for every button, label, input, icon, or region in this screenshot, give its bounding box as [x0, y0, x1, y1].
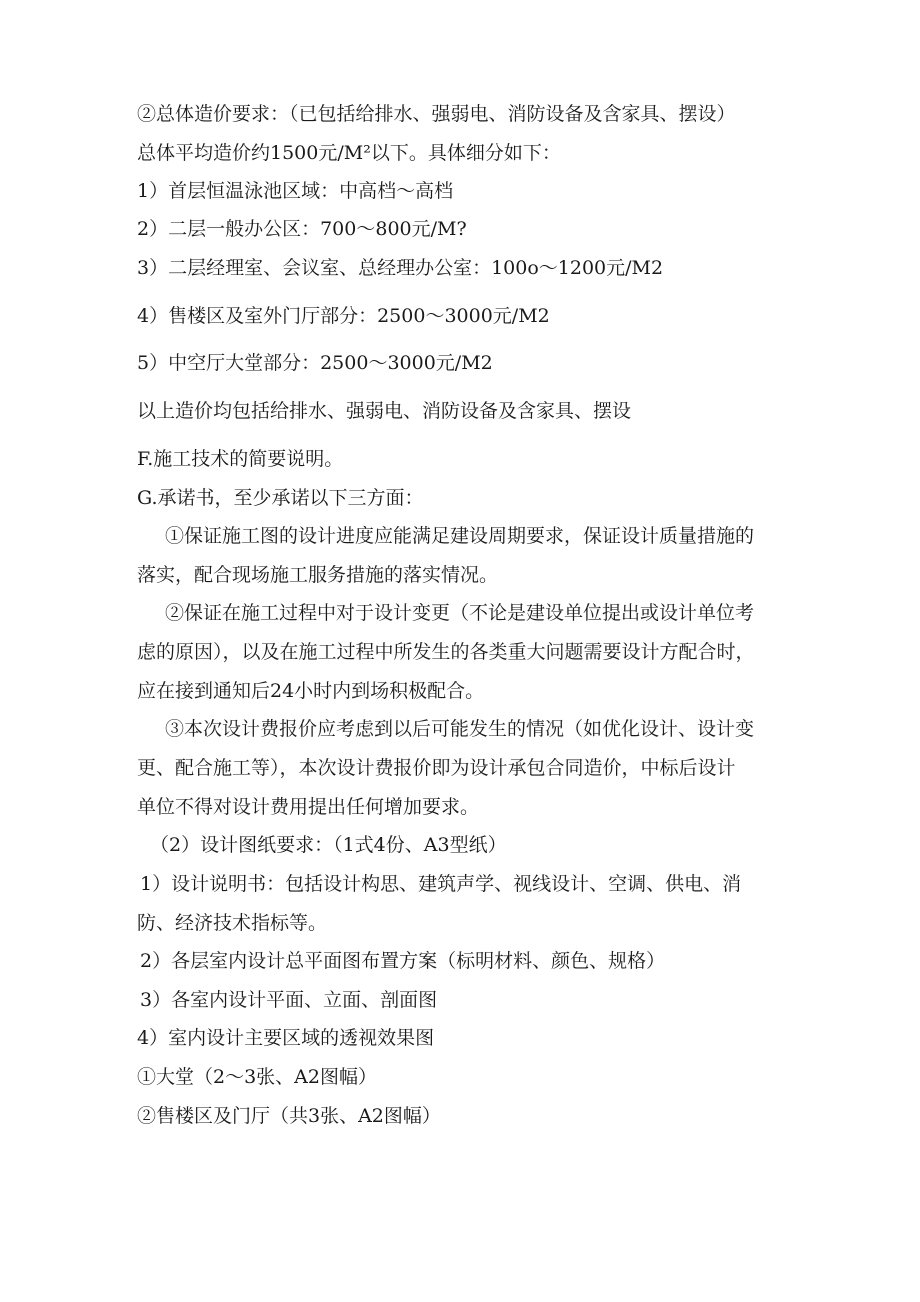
cost-item-3: 3）二层经理室、会议室、总经理办公室：100o～1200元/M2	[137, 257, 664, 279]
cost-item-4: 4）售楼区及室外门厅部分：2500～3000元/M2	[137, 305, 550, 327]
cost-item-5: 5）中空厅大堂部分：2500～3000元/M2	[137, 352, 493, 374]
section-f-heading: F.施工技术的简要说明。	[137, 448, 344, 470]
commitment-3-line-3: 单位不得对设计费用提出任何增加要求。	[137, 796, 480, 818]
commitment-2-line-1: ②保证在施工过程中对于设计变更（不论是建设单位提出或设计单位考	[165, 602, 755, 624]
section-g-heading: G.承诺书，至少承诺以下三方面：	[137, 487, 424, 509]
cost-requirement-heading: ②总体造价要求：（已包括给排水、强弱电、消防设备及含家具、摆设）	[137, 103, 736, 125]
cost-summary-line: 以上造价均包括给排水、强弱电、消防设备及含家具、摆设	[137, 400, 632, 422]
average-cost-line: 总体平均造价约1500元/M²以下。具体细分如下：	[137, 142, 561, 164]
drawing-item-3: 3）各室内设计平面、立面、剖面图	[140, 989, 438, 1011]
rendering-lobby: ①大堂（2～3张、A2图幅）	[137, 1066, 377, 1088]
commitment-1-line-1: ①保证施工图的设计进度应能满足建设周期要求，保证设计质量措施的	[165, 525, 755, 547]
commitment-3-line-1: ③本次设计费报价应考虑到以后可能发生的情况（如优化设计、设计变	[165, 718, 755, 740]
drawing-item-1-line-2: 防、经济技术指标等。	[137, 912, 328, 934]
drawing-requirements-heading: （2）设计图纸要求：（1式4份、A3型纸）	[150, 834, 507, 856]
drawing-item-1-line-1: 1）设计说明书：包括设计构思、建筑声学、视线设计、空调、供电、消	[140, 873, 742, 895]
drawing-item-4: 4）室内设计主要区域的透视效果图	[137, 1027, 435, 1049]
cost-item-2: 2）二层一般办公区：700～800元/M?	[137, 218, 467, 240]
drawing-item-2: 2）各层室内设计总平面图布置方案（标明材料、颜色、规格）	[140, 950, 666, 972]
commitment-3-line-2: 更、配合施工等），本次设计费报价即为设计承包合同造价，中标后设计	[137, 757, 736, 779]
rendering-sales-area: ②售楼区及门厅（共3张、A2图幅）	[137, 1105, 441, 1127]
commitment-2-line-3: 应在接到通知后24小时内到场积极配合。	[137, 680, 485, 702]
commitment-1-line-2: 落实，配合现场施工服务措施的落实情况。	[137, 564, 499, 586]
cost-item-1: 1）首层恒温泳池区域：中高档～高档	[137, 180, 454, 202]
commitment-2-line-2: 虑的原因），以及在施工过程中所发生的各类重大问题需要设计方配合时，	[137, 641, 755, 663]
